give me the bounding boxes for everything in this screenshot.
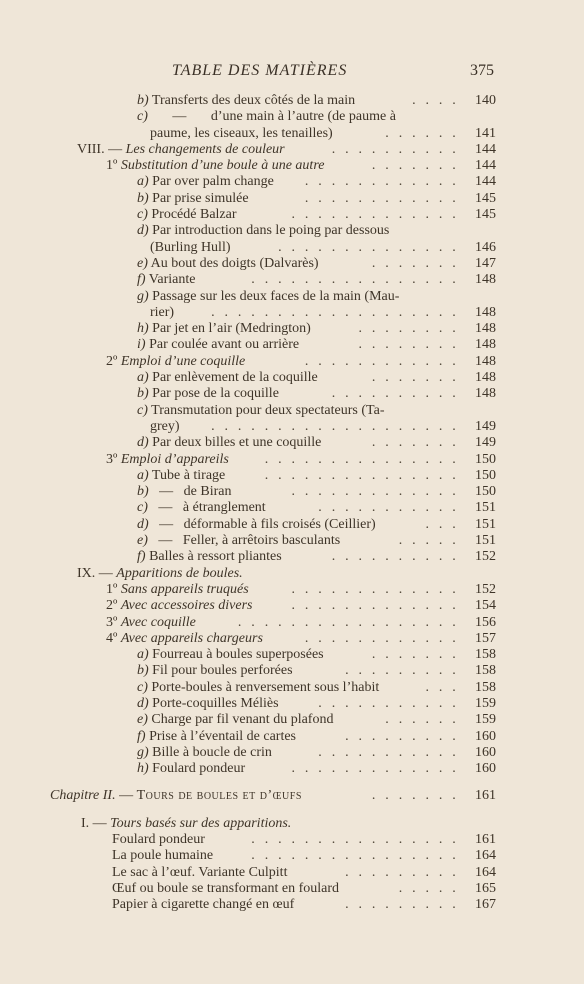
toc-entry-text: Tours basés sur des apparitions.	[110, 815, 292, 831]
toc-entry-text: Avec appareils chargeurs	[120, 630, 263, 646]
dot-leader: . . . . . . . . . .	[331, 141, 459, 157]
toc-entry-text: 1º	[106, 581, 121, 597]
toc-entry	[0, 816, 584, 832]
toc-entry	[0, 533, 584, 549]
toc-entry-title	[137, 321, 315, 337]
toc-entry-page: 145	[475, 207, 496, 223]
table-of-contents	[0, 93, 584, 914]
toc-entry	[0, 566, 584, 582]
toc-entry-text: — à étranglement	[147, 500, 266, 516]
toc-entry-text: c)	[137, 500, 148, 516]
toc-entry	[0, 663, 584, 679]
toc-entry-title	[137, 517, 380, 533]
toc-entry	[0, 647, 584, 663]
toc-entry-text: Par introduction dans le poing par dessous	[148, 223, 390, 239]
toc-entry-page: 154	[475, 598, 496, 614]
dot-leader: . . . . . . . . . . .	[318, 744, 459, 760]
toc-entry-title	[112, 848, 217, 864]
dot-leader: . . . . . . . . . .	[331, 386, 459, 402]
toc-entry-text: i)	[137, 337, 146, 353]
toc-entry-title	[81, 816, 291, 832]
toc-entry-title	[137, 93, 359, 109]
toc-entry-text: Variante	[145, 272, 196, 288]
toc-entry	[0, 207, 584, 223]
toc-entry-text: b)	[137, 190, 149, 206]
dot-leader: . . . . . . .	[371, 788, 459, 804]
toc-entry-text: Procédé Balzar	[147, 207, 237, 223]
toc-entry	[0, 761, 584, 777]
toc-entry-text: rier)	[150, 304, 175, 320]
dot-leader: . . . .	[412, 93, 459, 108]
toc-entry-text: Emploi d’une coquille	[120, 353, 246, 369]
toc-entry-title	[137, 680, 383, 696]
toc-entry-page: 149	[475, 435, 496, 451]
toc-entry-text: VIII. —	[77, 141, 126, 157]
toc-entry-title	[137, 207, 241, 223]
dot-leader: . . . . . . . . . . . .	[304, 190, 459, 206]
toc-entry	[0, 240, 584, 256]
dot-leader: . . . . . . . . .	[345, 728, 459, 744]
toc-entry-text: c)	[137, 679, 148, 695]
toc-entry-text: Balles à ressort pliantes	[145, 549, 282, 565]
toc-entry-title	[150, 419, 184, 435]
toc-entry-text: Porte-coquilles Méliès	[148, 695, 279, 711]
toc-entry-title	[77, 566, 243, 582]
toc-entry-page: 148	[475, 337, 496, 353]
toc-entry-page: 161	[475, 832, 496, 848]
toc-entry	[0, 354, 584, 370]
toc-entry-text: Tube à tirage	[148, 467, 226, 483]
toc-entry-title	[137, 745, 276, 761]
dot-leader: . . . . . . . . . . . . . . . . . . .	[211, 418, 459, 434]
toc-entry-text: Bille à boucle de crin	[148, 744, 272, 760]
dot-leader: . . . . . . . . .	[345, 897, 459, 913]
toc-entry-title	[106, 354, 249, 370]
toc-entry-title	[137, 647, 328, 663]
toc-entry-title	[50, 788, 306, 804]
dot-leader: . . . . . . . . . . . . .	[291, 581, 459, 597]
toc-entry-title	[112, 881, 343, 897]
toc-entry-text: 3º	[106, 451, 121, 467]
toc-entry-text: Papier à cigarette changé en œuf	[112, 897, 295, 913]
toc-entry-page: 147	[475, 255, 496, 271]
toc-entry-text: Par coulée avant ou arrière	[145, 337, 300, 353]
toc-entry-page: 151	[475, 533, 496, 549]
dot-leader: . . . . . . .	[371, 435, 459, 451]
dot-leader: . . . . . . .	[371, 255, 459, 271]
dot-leader: . . . . . . . .	[358, 321, 459, 337]
toc-entry-text: a)	[137, 174, 149, 190]
toc-entry-page: 146	[475, 239, 496, 255]
dot-leader: . . . . . . . . . . . .	[304, 630, 459, 646]
toc-entry-title	[137, 500, 270, 516]
toc-entry-page: 160	[475, 744, 496, 760]
toc-entry-title	[106, 158, 328, 174]
dot-leader: . . . . . . . . .	[345, 663, 459, 679]
toc-entry-title	[106, 582, 253, 598]
toc-entry	[0, 142, 584, 158]
toc-entry	[0, 174, 584, 190]
toc-entry-text: Transmutation pour deux spectateurs (Ta-	[147, 402, 385, 418]
toc-entry-text: (Burling Hull)	[150, 239, 231, 255]
toc-entry	[0, 256, 584, 272]
toc-entry-text: Chapitre II.	[50, 788, 116, 804]
toc-entry-text: — d’une main à l’autre (de paume à	[147, 109, 396, 125]
toc-entry	[0, 223, 584, 239]
toc-entry	[0, 631, 584, 647]
toc-entry	[0, 712, 584, 728]
toc-entry-text: Transferts des deux côtés de la main	[148, 93, 356, 108]
toc-entry-title	[137, 435, 325, 451]
toc-entry	[0, 517, 584, 533]
toc-entry-page: 144	[475, 141, 496, 157]
toc-entry-page: 160	[475, 728, 496, 744]
toc-entry-title	[137, 712, 337, 728]
page-number: 375	[470, 62, 494, 79]
toc-entry-title	[112, 832, 209, 848]
toc-entry-text: Foulard pondeur	[112, 832, 205, 848]
toc-entry-text: Par over palm change	[148, 174, 274, 190]
toc-entry-title	[137, 729, 300, 745]
toc-entry-page: 148	[475, 370, 496, 386]
dot-leader: . . . . . . .	[371, 158, 459, 174]
toc-entry-text: a)	[137, 370, 149, 386]
toc-entry	[0, 109, 584, 125]
toc-entry-page: 159	[475, 695, 496, 711]
toc-entry-title	[106, 615, 200, 631]
toc-entry	[0, 386, 584, 402]
toc-entry-text: a)	[137, 467, 149, 483]
toc-entry-text: Emploi d’appareils	[120, 451, 229, 467]
toc-entry-text: c)	[137, 207, 148, 223]
toc-entry-page: 148	[475, 353, 496, 369]
dot-leader: . . . . . . . . . . . . . .	[278, 239, 459, 255]
toc-entry-text: IX. —	[77, 565, 117, 581]
toc-entry-page: 167	[475, 897, 496, 913]
toc-entry-title	[137, 403, 384, 419]
toc-entry-text: Par enlèvement de la coquille	[148, 370, 318, 386]
dot-leader: . . . . . .	[385, 712, 459, 728]
toc-entry-text: Prise à l’éventail de cartes	[145, 728, 296, 744]
toc-entry-text: d)	[137, 695, 149, 711]
toc-entry	[0, 468, 584, 484]
toc-entry-page: 141	[475, 125, 496, 141]
toc-entry-text: —	[115, 788, 137, 804]
toc-entry-page: 157	[475, 630, 496, 646]
toc-entry-title	[106, 631, 267, 647]
toc-entry-text: b)	[137, 386, 149, 402]
toc-entry-page: 150	[475, 467, 496, 483]
toc-entry-text: Par jet en l’air (Medrington)	[148, 321, 311, 337]
toc-entry-title	[150, 240, 235, 256]
dot-leader: . . . . .	[398, 533, 459, 549]
toc-entry-text: 2º	[106, 598, 121, 614]
toc-entry-page: 149	[475, 418, 496, 434]
running-header	[0, 62, 584, 84]
dot-leader: . . . . . . . . . . . . . . .	[264, 467, 459, 483]
toc-entry-text: Par pose de la coquille	[148, 386, 279, 402]
toc-entry-page: 158	[475, 647, 496, 663]
toc-entry-page: 161	[475, 788, 496, 804]
toc-entry-text: grey)	[150, 418, 180, 434]
toc-entry	[0, 729, 584, 745]
toc-entry-title	[137, 223, 389, 239]
toc-entry-text: g)	[137, 744, 149, 760]
toc-entry-page: 159	[475, 712, 496, 728]
toc-entry	[0, 191, 584, 207]
toc-entry-text: d)	[137, 435, 149, 451]
toc-entry-page: 148	[475, 272, 496, 288]
dot-leader: . . . . . . . . . . .	[318, 695, 459, 711]
toc-entry-page: 144	[475, 174, 496, 190]
toc-entry-text: Passage sur les deux faces de la main (Mau-	[148, 288, 400, 304]
toc-entry-text: — déformable à fils croisés (Ceillier)	[148, 516, 376, 532]
toc-entry	[0, 452, 584, 468]
dot-leader: . . . . . . . . . .	[331, 549, 459, 565]
dot-leader: . . . . . . . . . . . .	[304, 174, 459, 190]
toc-entry-title	[137, 484, 236, 500]
dot-leader: . . . . . . . . . . . . .	[291, 598, 459, 614]
toc-entry	[0, 321, 584, 337]
toc-entry-title	[137, 337, 303, 353]
toc-entry	[0, 598, 584, 614]
toc-entry-text: Fil pour boules perforées	[148, 663, 293, 679]
toc-entry-page: 140	[475, 93, 496, 108]
toc-entry-text: Fourreau à boules superposées	[148, 647, 324, 663]
toc-entry-page: 151	[475, 500, 496, 516]
toc-entry-page: 165	[475, 880, 496, 896]
toc-entry-page: 145	[475, 190, 496, 206]
toc-entry-page: 150	[475, 451, 496, 467]
toc-entry	[0, 745, 584, 761]
toc-entry-text: 4º	[106, 630, 121, 646]
toc-entry	[0, 582, 584, 598]
toc-entry-text: d)	[137, 516, 149, 532]
toc-entry-page: 144	[475, 158, 496, 174]
toc-entry-title	[112, 865, 291, 881]
toc-entry-text: Sans appareils truqués	[120, 581, 249, 597]
dot-leader: . . . . . . . . . . . . .	[291, 761, 459, 777]
toc-entry-text: e)	[137, 533, 148, 549]
toc-entry	[0, 549, 584, 565]
dot-leader: . . .	[425, 516, 459, 532]
toc-entry-title	[112, 897, 298, 913]
toc-entry-text: Les changements de couleur	[125, 141, 285, 157]
toc-entry-text: g)	[137, 288, 149, 304]
toc-entry-text: b)	[137, 663, 149, 679]
toc-entry-text: Foulard pondeur	[148, 761, 246, 777]
dot-leader: . . . . . . . . . . . . .	[291, 484, 459, 500]
toc-entry-page: 164	[475, 848, 496, 864]
toc-entry-title	[137, 174, 278, 190]
toc-entry-text: 3º	[106, 614, 121, 630]
dot-leader: . . . . . . .	[371, 647, 459, 663]
toc-entry-page: 164	[475, 864, 496, 880]
dot-leader: . . . . . . . . . . . . . . . .	[251, 832, 459, 848]
toc-entry-text: La poule humaine	[112, 848, 214, 864]
toc-entry-page: 152	[475, 581, 496, 597]
toc-entry	[0, 126, 584, 142]
toc-entry-text: b)	[137, 93, 149, 108]
toc-entry-title	[137, 191, 253, 207]
toc-entry	[0, 484, 584, 500]
toc-entry-text: b)	[137, 484, 149, 500]
toc-entry-page: 150	[475, 484, 496, 500]
toc-entry-text: Avec accessoires divers	[120, 598, 253, 614]
toc-entry-title	[150, 305, 178, 321]
toc-entry-text: 1º	[106, 158, 121, 174]
toc-entry	[0, 158, 584, 174]
toc-entry-text: — Feller, à arrêtoirs basculants	[147, 533, 341, 549]
dot-leader: . . . . . . . . . . . . .	[291, 207, 459, 223]
toc-entry-title	[137, 272, 199, 288]
toc-entry-page: 151	[475, 516, 496, 532]
toc-entry-title	[137, 109, 396, 125]
toc-entry-title	[137, 289, 399, 305]
toc-entry-text: Œuf ou boule se transformant en foulard	[112, 880, 340, 896]
toc-entry-text: Le sac à l’œuf. Variante Culpitt	[112, 864, 288, 880]
toc-entry-text: f)	[137, 272, 146, 288]
toc-entry-text: Par deux billes et une coquille	[148, 435, 322, 451]
toc-entry-title	[106, 452, 233, 468]
toc-entry-page: 156	[475, 614, 496, 630]
dot-leader: . . . . . . . . . . . .	[304, 353, 459, 369]
toc-entry-title	[77, 142, 289, 158]
toc-entry-title	[137, 549, 286, 565]
toc-entry	[0, 337, 584, 353]
dot-leader: . . . . . . . . . . . . . . . .	[251, 848, 459, 864]
toc-entry-text: Par prise simulée	[148, 190, 249, 206]
toc-entry	[0, 680, 584, 696]
toc-entry-title	[137, 663, 297, 679]
toc-entry	[0, 788, 584, 804]
toc-entry	[0, 403, 584, 419]
toc-entry-title	[106, 598, 257, 614]
dot-leader: . . . . . . .	[371, 370, 459, 386]
toc-entry	[0, 897, 584, 913]
toc-entry	[0, 848, 584, 864]
dot-leader: . . . . . . . .	[358, 337, 459, 353]
toc-entry-text: c)	[137, 109, 148, 125]
toc-entry-text: h)	[137, 321, 149, 337]
toc-entry-page: 148	[475, 321, 496, 337]
toc-entry	[0, 500, 584, 516]
dot-leader: . . . . . . . . . . .	[318, 500, 459, 516]
toc-entry-text: h)	[137, 761, 149, 777]
toc-entry-text: f)	[137, 728, 146, 744]
toc-entry-text: e)	[137, 712, 148, 728]
dot-leader: . . . . . . . . . . . . . . . .	[251, 272, 459, 288]
dot-leader: . . . . . . . . . . . . . . . . . . .	[211, 304, 459, 320]
toc-entry	[0, 881, 584, 897]
toc-entry-text: f)	[137, 549, 146, 565]
running-title: TABLE DES MATIÈRES	[172, 62, 348, 79]
toc-entry-page: 158	[475, 679, 496, 695]
toc-entry	[0, 419, 584, 435]
toc-entry	[0, 370, 584, 386]
toc-entry-text: Substitution d’une boule à une autre	[120, 158, 325, 174]
dot-leader: . . . . . . . . .	[345, 864, 459, 880]
toc-entry-text: d)	[137, 223, 149, 239]
toc-entry-text: 2º	[106, 353, 121, 369]
toc-entry-title	[137, 533, 344, 549]
toc-entry-text: Tours de boules et d’œufs	[136, 788, 302, 804]
toc-entry-page: 152	[475, 549, 496, 565]
toc-entry-title	[137, 761, 249, 777]
toc-entry-text: c)	[137, 402, 148, 418]
toc-entry-text: Apparitions de boules.	[116, 565, 243, 581]
dot-leader: . . .	[425, 679, 459, 695]
toc-entry-title	[137, 370, 322, 386]
toc-entry-title	[137, 256, 323, 272]
toc-entry-title	[137, 386, 283, 402]
dot-leader: . . . . . . . . . . . . . . .	[264, 451, 459, 467]
toc-entry-page: 148	[475, 386, 496, 402]
toc-entry-title	[150, 126, 337, 142]
toc-entry-text: I. —	[81, 815, 111, 831]
dot-leader: . . . . . .	[385, 125, 459, 141]
toc-entry-title	[137, 468, 229, 484]
toc-entry-text: Avec coquille	[120, 614, 196, 630]
toc-entry	[0, 435, 584, 451]
toc-entry-text: paume, les ciseaux, les tenailles)	[150, 125, 333, 141]
toc-entry-title	[137, 696, 283, 712]
toc-entry-page: 160	[475, 761, 496, 777]
toc-entry	[0, 615, 584, 631]
toc-entry-text: e)	[137, 255, 148, 271]
toc-entry-text: Charge par fil venant du plafond	[147, 712, 334, 728]
toc-entry	[0, 865, 584, 881]
toc-entry-text: — de Biran	[148, 484, 232, 500]
toc-entry-text: a)	[137, 647, 149, 663]
toc-entry-text: Porte-boules à renversement sous l’habit	[147, 679, 380, 695]
toc-entry	[0, 305, 584, 321]
toc-entry-page: 158	[475, 663, 496, 679]
toc-entry	[0, 696, 584, 712]
toc-entry	[0, 272, 584, 288]
toc-entry	[0, 289, 584, 305]
toc-entry	[0, 93, 584, 109]
toc-entry-page: 148	[475, 304, 496, 320]
toc-entry-text: Au bout des doigts (Dalvarès)	[147, 255, 319, 271]
toc-entry	[0, 832, 584, 848]
dot-leader: . . . . . . . . . . . . . . . . .	[237, 614, 459, 630]
dot-leader: . . . . .	[398, 880, 459, 896]
